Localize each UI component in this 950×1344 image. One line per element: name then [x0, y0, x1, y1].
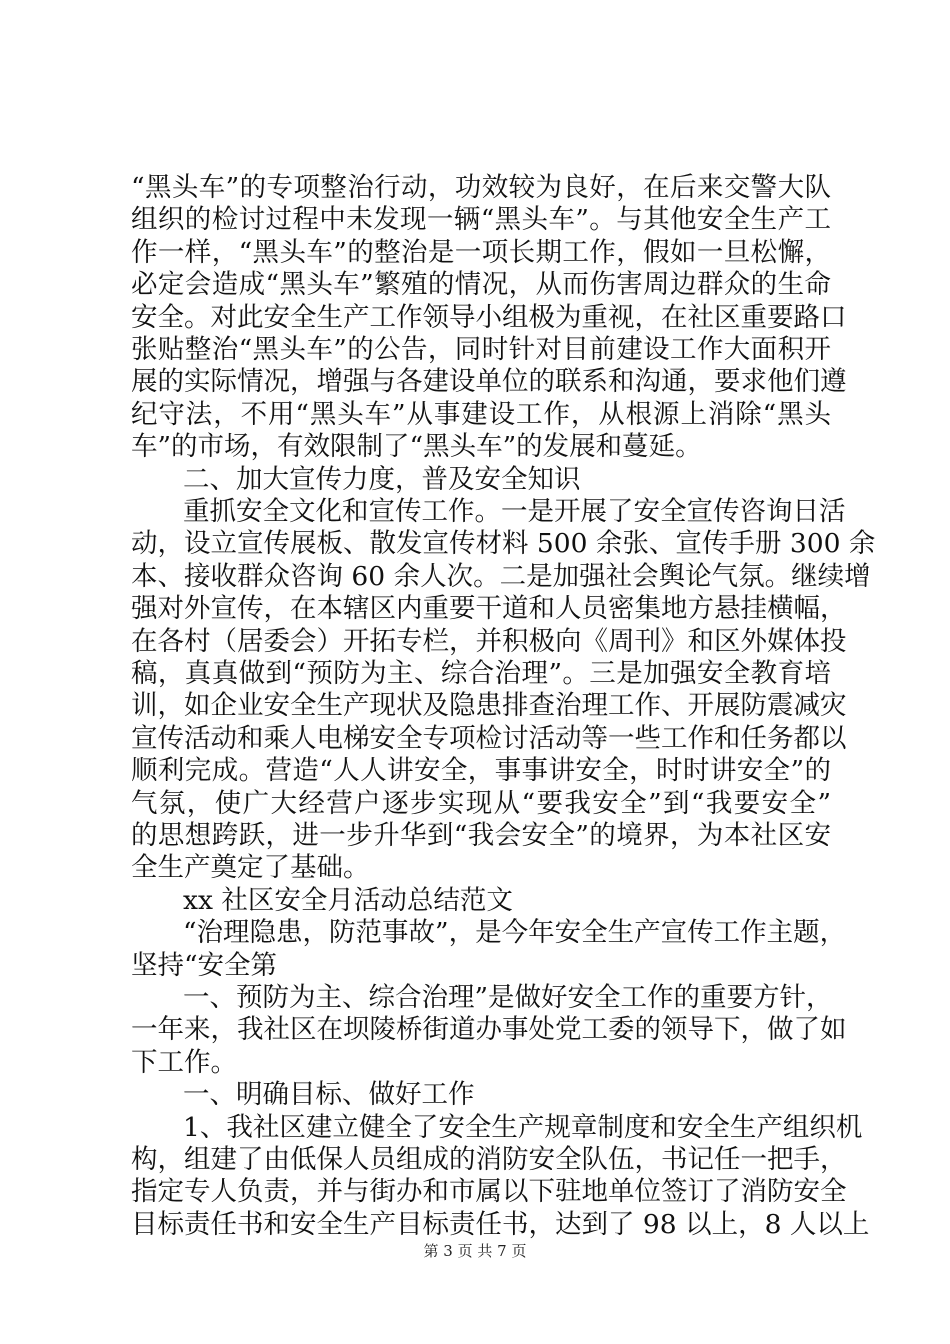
paragraph-line: 强对外宣传，在本辖区内重要干道和人员密集地方悬挂横幅，: [131, 593, 847, 624]
paragraph-line: 顺利完成。营造“人人讲安全，事事讲安全，时时讲安全”的: [131, 755, 831, 786]
paragraph-line: “治理隐患，防范事故”，是今年安全生产宣传工作主题，: [183, 917, 847, 948]
section-heading: 一、明确目标、做好工作: [183, 1079, 475, 1110]
paragraph-line: 坚持“安全第: [131, 950, 278, 981]
page-footer: 第 3 页 共 7 页: [423, 1242, 527, 1260]
paragraph-line: 安全。对此安全生产工作领导小组极为重视，在社区重要路口: [131, 302, 847, 333]
paragraph-line: 组织的检讨过程中未发现一辆“黑头车”。与其他安全生产工: [131, 204, 831, 235]
paragraph-line: 动，设立宣传展板、散发宣传材料 500 余张、宣传手册 300 余: [131, 528, 876, 559]
paragraph-line: 指定专人负责，并与街办和市属以下驻地单位签订了消防安全: [131, 1176, 847, 1207]
paragraph-line: “黑头车”的专项整治行动，功效较为良好，在后来交警大队: [131, 172, 831, 203]
section-heading: 二、加大宣传力度，普及安全知识: [183, 464, 581, 495]
paragraph-line: 1、我社区建立健全了安全生产规章制度和安全生产组织机: [183, 1112, 863, 1143]
paragraph-line: 纪守法，不用“黑头车”从事建设工作，从根源上消除“黑头: [131, 399, 831, 430]
paragraph-line: 张贴整治“黑头车”的公告，同时针对目前建设工作大面积开: [131, 334, 831, 365]
paragraph-line: 必定会造成“黑头车”繁殖的情况，从而伤害周边群众的生命: [131, 269, 831, 300]
paragraph-line: 一、预防为主、综合治理”是做好安全工作的重要方针，: [183, 982, 833, 1013]
article-title: xx 社区安全月活动总结范文: [183, 885, 513, 916]
paragraph-line: 目标责任书和安全生产目标责任书，达到了 98 以上，8 人以上: [131, 1209, 870, 1240]
paragraph-line: 下工作。: [131, 1047, 237, 1078]
paragraph-line: 宣传活动和乘人电梯安全专项检讨活动等一些工作和任务都以: [131, 723, 847, 754]
paragraph-line: 本、接收群众咨询 60 余人次。二是加强社会舆论气氛。继续增: [131, 561, 871, 592]
paragraph-line: 训，如企业安全生产现状及隐患排查治理工作、开展防震减灾: [131, 690, 847, 721]
paragraph-line: 气氛，使广大经营户逐步实现从“要我安全”到“我要安全”: [131, 788, 831, 819]
paragraph-line: 稿，真真做到“预防为主、综合治理”。三是加强安全教育培: [131, 658, 831, 689]
paragraph-line: 的思想跨跃，进一步升华到“我会安全”的境界，为本社区安: [131, 820, 831, 851]
paragraph-line: 在各村（居委会）开拓专栏，并积极向《周刊》和区外媒体投: [131, 626, 847, 657]
paragraph-line: 车”的市场，有效限制了“黑头车”的发展和蔓延。: [131, 431, 702, 462]
paragraph-line: 全生产奠定了基础。: [131, 852, 370, 883]
paragraph-line: 一年来，我社区在坝陵桥街道办事处党工委的领导下，做了如: [131, 1014, 847, 1045]
paragraph-line: 作一样，“黑头车”的整治是一项长期工作，假如一旦松懈，: [131, 237, 831, 268]
paragraph-line: 构，组建了由低保人员组成的消防安全队伍，书记任一把手，: [131, 1144, 847, 1175]
paragraph-line: 展的实际情况，增强与各建设单位的联系和沟通，要求他们遵: [131, 366, 847, 397]
paragraph-line: 重抓安全文化和宣传工作。一是开展了安全宣传咨询日活: [183, 496, 846, 527]
